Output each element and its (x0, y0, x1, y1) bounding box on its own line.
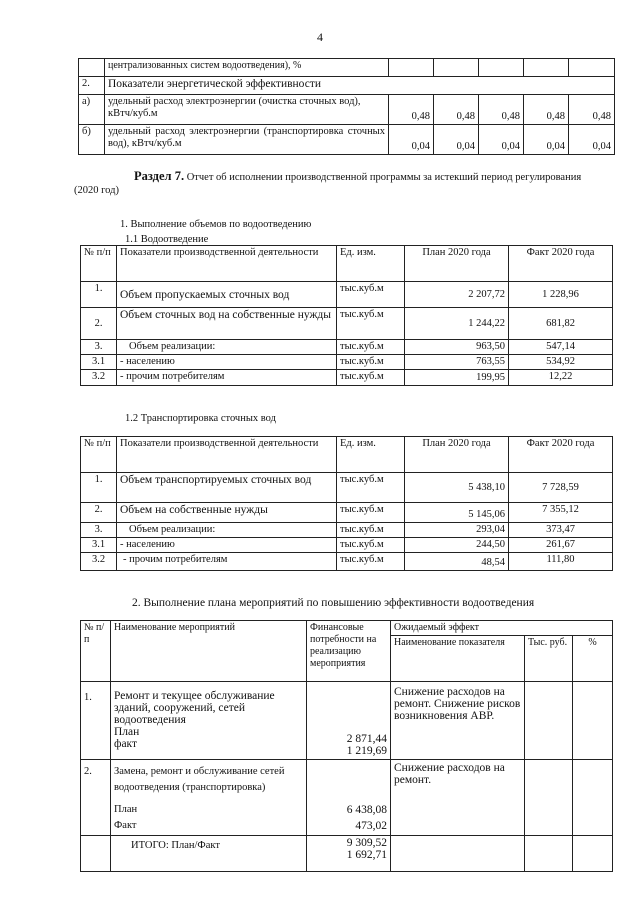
header-cell: Ед. изм. (337, 246, 405, 282)
row-number: 2. (81, 760, 111, 836)
row-name: - прочим потребителям (117, 370, 337, 386)
row-unit: тыс.куб.м (337, 308, 405, 340)
table-row (81, 355, 613, 370)
row-unit: тыс.куб.м (337, 370, 405, 386)
row-unit: тыс.куб.м (337, 523, 405, 538)
total-plan: 9 309,52 (346, 837, 387, 849)
table-row (81, 553, 613, 571)
total-cell (307, 836, 391, 872)
row-number: 1. (81, 473, 117, 503)
header-cell: План 2020 года (405, 246, 509, 282)
header-cell: № п/п (81, 246, 117, 282)
header-cell: Ед. изм. (337, 437, 405, 473)
header-cell: № п/п (81, 621, 111, 682)
plan-value: 963,50 (405, 340, 509, 355)
header-cell: Наименование мероприятий (111, 621, 307, 682)
table-row (81, 473, 613, 503)
table-row (81, 760, 613, 836)
plan-value: 2 207,72 (405, 282, 509, 308)
header-cell: № п/п (81, 437, 117, 473)
row-number: 2. (81, 503, 117, 523)
plan-value: 5 145,06 (405, 503, 509, 523)
row-number: 3.2 (81, 553, 117, 571)
fact-value: 373,47 (509, 523, 613, 538)
total-fact: 1 692,71 (346, 849, 387, 861)
table-header-row (81, 437, 613, 473)
plan-value: 763,55 (405, 355, 509, 370)
finance-cell (307, 760, 391, 836)
row-unit: тыс.куб.м (337, 503, 405, 523)
fact-value: 1 228,96 (509, 282, 613, 308)
table-row (81, 340, 613, 355)
table-row (79, 77, 615, 95)
wastewater-table (80, 245, 613, 386)
effect-text: Снижение расходов на ремонт. Снижение рисков возникновения АВР. (391, 682, 525, 760)
heading-wastewater: 1.1 Водоотведение (125, 234, 209, 245)
table-row (79, 95, 615, 125)
row-unit: тыс.куб.м (337, 553, 405, 571)
section-year: (2020 год) (74, 185, 119, 196)
table-row (81, 503, 613, 523)
table-row (81, 523, 613, 538)
table-row (81, 308, 613, 340)
row-name: Объем пропускаемых сточных вод (117, 282, 337, 308)
row-number: 3.1 (81, 538, 117, 553)
row-unit: тыс.куб.м (337, 355, 405, 370)
fact-value: 7 355,12 (509, 503, 613, 523)
fact-value: 7 728,59 (509, 473, 613, 503)
row-label: Показатели энергетической эффективности (105, 77, 615, 95)
plan-value: 199,95 (405, 370, 509, 386)
plan-value: 5 438,10 (405, 473, 509, 503)
row-name: - прочим потребителям (117, 553, 337, 571)
value-cell: 0,48 (479, 95, 524, 125)
header-cell: Тыс. руб. (525, 636, 573, 682)
transport-table (80, 436, 613, 571)
heading-volumes: 1. Выполнение объемов по водоотведению (120, 219, 312, 230)
row-number: 3. (81, 340, 117, 355)
row-number: 3.1 (81, 355, 117, 370)
value-cell: 0,48 (569, 95, 615, 125)
value-cell: 0,04 (389, 125, 434, 155)
plan-value: 2 871,44 (346, 733, 387, 745)
value-cell: 0,04 (479, 125, 524, 155)
row-name: Ремонт и текущее обслуживание зданий, сооружений, сетей водоотведения (114, 690, 275, 726)
plan-value: 1 244,22 (405, 308, 509, 340)
energy-efficiency-table (78, 58, 615, 155)
finance-cell (307, 682, 391, 760)
row-number: 1. (81, 682, 111, 760)
heading-transport: 1.2 Транспортировка сточных вод (125, 413, 276, 424)
value-cell: 0,48 (389, 95, 434, 125)
row-name: - населению (117, 538, 337, 553)
fact-value: 12,22 (509, 370, 613, 386)
page-number: 4 (317, 30, 323, 44)
plan-label: План (114, 804, 138, 815)
fact-label: факт (114, 738, 138, 750)
header-cell: Показатели производственной деятельности (117, 246, 337, 282)
row-number: 2. (81, 308, 117, 340)
value-cell: 0,04 (434, 125, 479, 155)
fact-value: 261,67 (509, 538, 613, 553)
row-unit: тыс.куб.м (337, 538, 405, 553)
header-cell: Ожидаемый эффект (391, 621, 613, 636)
header-cell: Факт 2020 года (509, 246, 613, 282)
header-cell: Финансовые потребности на реализацию мероприятия (307, 621, 391, 682)
plan-value: 6 438,08 (346, 804, 387, 816)
total-label: ИТОГО: План/Факт (111, 836, 307, 872)
measures-table (80, 620, 613, 872)
section-title (74, 170, 614, 197)
row-name-cell (111, 682, 307, 760)
plan-value: 293,04 (405, 523, 509, 538)
fact-label: Факт (114, 820, 137, 831)
row-name: Объем транспортируемых сточных вод (117, 473, 337, 503)
table-total-row (81, 836, 613, 872)
table-row (81, 370, 613, 386)
table-row (79, 125, 615, 155)
fact-value: 534,92 (509, 355, 613, 370)
value-cell: 0,48 (434, 95, 479, 125)
value-cell: 0,48 (524, 95, 569, 125)
row-label: удельный расход электроэнергии (очистка сточных вод), кВтч/куб.м (105, 95, 389, 125)
row-unit: тыс.куб.м (337, 340, 405, 355)
header-cell: Факт 2020 года (509, 437, 613, 473)
row-label: удельный расход электроэнергии (транспортировка сточных вод), кВтч/куб.м (105, 125, 389, 155)
heading-measures: 2. Выполнение плана мероприятий по повышению эффективности водоотведения (132, 597, 535, 609)
row-name: Объем реализации: (117, 523, 337, 538)
row-number: 1. (81, 282, 117, 308)
section-heading: Отчет об исполнении производственной программы за истекший период регулирования (186, 172, 582, 183)
header-cell: Показатели производственной деятельности (117, 437, 337, 473)
row-number: 3. (81, 523, 117, 538)
plan-label: План (114, 726, 140, 738)
table-row (81, 682, 613, 760)
table-row (79, 59, 615, 77)
plan-value: 244,50 (405, 538, 509, 553)
table-header-row (81, 621, 613, 636)
fact-value: 681,82 (509, 308, 613, 340)
row-name-cell (111, 760, 307, 836)
row-name: Объем на собственные нужды (117, 503, 337, 523)
row-number: 3.2 (81, 370, 117, 386)
row-label: централизованных систем водоотведения), % (105, 59, 389, 77)
value-cell: 0,04 (569, 125, 615, 155)
section-label: Раздел 7. (134, 169, 185, 183)
value-cell: 0,04 (524, 125, 569, 155)
fact-value: 1 219,69 (346, 745, 387, 757)
row-name: Объем реализации: (117, 340, 337, 355)
row-name: Объем сточных вод на собственные нужды (117, 308, 337, 340)
header-cell: Наименование показателя (391, 636, 525, 682)
row-name: Замена, ремонт и обслуживание сетей водоотведения (транспортировка) (114, 766, 285, 793)
header-cell: % (573, 636, 613, 682)
row-number: б) (79, 125, 105, 155)
table-header-row (81, 246, 613, 282)
table-row (81, 538, 613, 553)
row-unit: тыс.куб.м (337, 473, 405, 503)
row-number: 2. (79, 77, 105, 95)
table-row (81, 282, 613, 308)
row-name: - населению (117, 355, 337, 370)
header-cell: План 2020 года (405, 437, 509, 473)
plan-value: 48,54 (405, 553, 509, 571)
fact-value: 473,02 (355, 820, 387, 832)
row-number: а) (79, 95, 105, 125)
effect-text: Снижение расходов на ремонт. (391, 760, 525, 836)
row-unit: тыс.куб.м (337, 282, 405, 308)
fact-value: 547,14 (509, 340, 613, 355)
fact-value: 111,80 (509, 553, 613, 571)
